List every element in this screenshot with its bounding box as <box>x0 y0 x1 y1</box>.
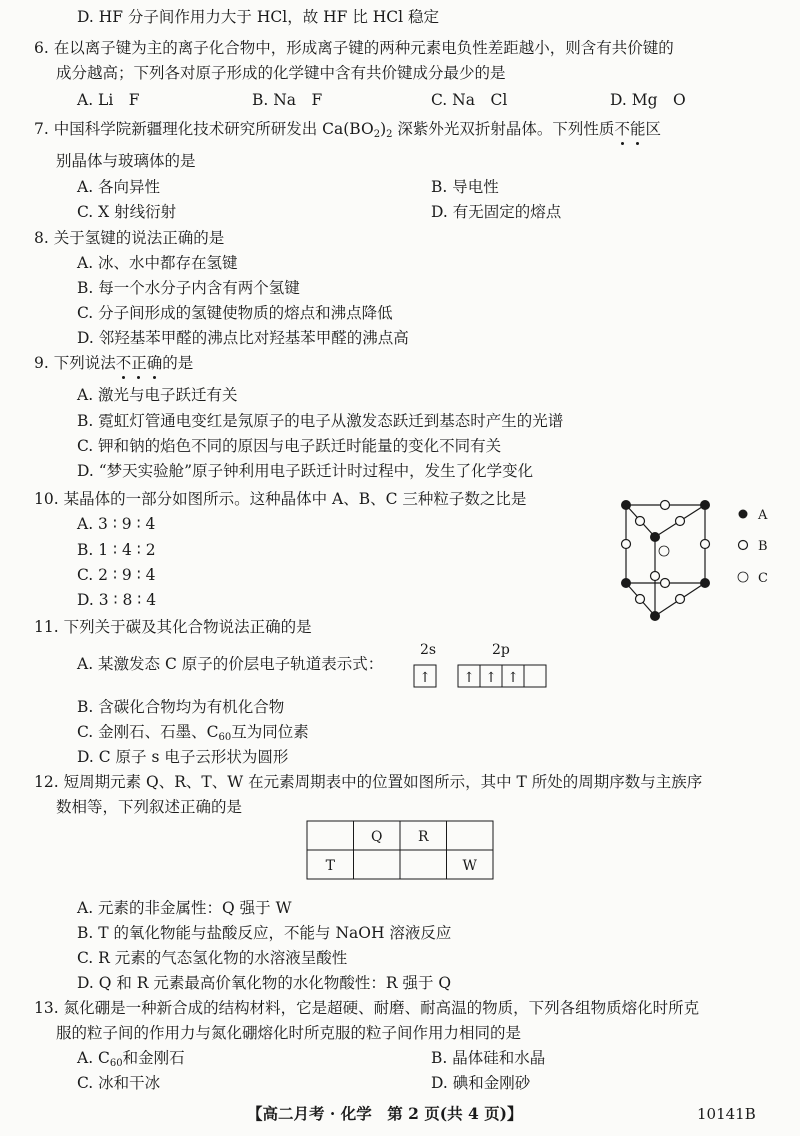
q7-option-b: B. 导电性 <box>431 178 499 196</box>
orbital-diagram <box>410 640 550 696</box>
q12-option-c: C. R 元素的气态氢化物的水溶液呈酸性 <box>77 949 348 967</box>
q6-stem-line2: 成分越高；下列各对原子形成的化学键中含有共价键成分最少的是 <box>56 64 506 82</box>
q11-option-a: A. 某激发态 C 原子的价层电子轨道表示式： <box>77 655 384 673</box>
emphasis-char: 确 <box>146 354 163 372</box>
q11-stem: 11. 下列关于碳及其化合物说法正确的是 <box>34 618 312 636</box>
q10-option-b: B. 1 ∶ 4 ∶ 2 <box>77 541 156 559</box>
arrow-up-icon: ↑ <box>507 670 519 686</box>
particle-c <box>659 546 669 556</box>
q6-stem-line1: 6. 在以离子键为主的离子化合物中，形成离子键的两种元素电负性差距越小，则含有共价键的 <box>34 39 674 57</box>
particle-b <box>676 595 685 604</box>
q12-stem-line1: 12. 短周期元素 Q、R、T、W 在元素周期表中的位置如图所示，其中 T 所处的周期序数与主族序 <box>34 773 703 791</box>
q10-stem: 10. 某晶体的一部分如图所示。这种晶体中 A、B、C 三种粒子数之比是 <box>34 490 527 508</box>
orbital-2s-label: 2s <box>420 642 437 658</box>
orbital-box <box>524 665 546 687</box>
particle-a <box>621 500 631 510</box>
q13-option-c: C. 冰和干冰 <box>77 1074 161 1092</box>
particle-a <box>650 611 660 621</box>
emphasis-char: 不 <box>115 354 132 372</box>
legend-marker-c <box>738 572 748 582</box>
legend-label-c: C <box>758 571 768 586</box>
q5-option-d: D. HF 分子间作用力大于 HCl，故 HF 比 HCl 稳定 <box>77 8 440 26</box>
q13-stem-line2: 服的粒子间的作用力与氮化硼熔化时所克服的粒子间作用力相同的是 <box>56 1024 522 1042</box>
q7-option-d: D. 有无固定的熔点 <box>431 203 562 221</box>
element-q-cell: Q <box>371 829 383 845</box>
particle-b <box>676 517 685 526</box>
q6-option-c: C. Na Cl <box>431 91 508 109</box>
q8-option-c: C. 分子间形成的氢键使物质的熔点和沸点降低 <box>77 304 393 322</box>
q6-option-b: B. Na F <box>252 91 323 109</box>
q12-stem-line2: 数相等，下列叙述正确的是 <box>56 798 243 816</box>
orbital-2p-label: 2p <box>492 642 510 658</box>
periodic-table-fragment <box>306 820 496 882</box>
particle-b <box>636 595 645 604</box>
q6-option-d: D. Mg O <box>610 91 686 109</box>
q6-option-a: A. Li F <box>77 91 140 109</box>
emphasis-char: 能 <box>629 120 646 138</box>
q9-option-c: C. 钾和钠的焰色不同的原因与电子跃迁时能量的变化不同有关 <box>77 437 502 455</box>
emphasis-char: 正 <box>131 354 147 372</box>
q12-option-d: D. Q 和 R 元素最高价氧化物的水化物酸性：R 强于 Q <box>77 974 452 992</box>
q11-option-d: D. C 原子 s 电子云形状为圆形 <box>77 748 289 766</box>
q9-stem: 9. 下列说法不正确的是 <box>34 354 194 372</box>
particle-b <box>636 517 645 526</box>
particle-a <box>700 500 710 510</box>
q7-stem-line2: 别晶体与玻璃体的是 <box>56 152 196 170</box>
q7-option-c: C. X 射线衍射 <box>77 203 177 221</box>
q8-option-a: A. 冰、水中都存在氢键 <box>77 254 238 272</box>
particle-b <box>622 540 631 549</box>
q11-option-b: B. 含碳化合物均为有机化合物 <box>77 698 285 716</box>
arrow-up-icon: ↑ <box>485 670 497 686</box>
q13-option-d: D. 碘和金刚砂 <box>431 1074 531 1092</box>
q13-option-a: A. $C_{60}$和金刚石 <box>77 1049 185 1069</box>
q12-option-a: A. 元素的非金属性：Q 强于 W <box>77 899 292 917</box>
q10-option-a: A. 3 ∶ 9 ∶ 4 <box>77 515 156 533</box>
particle-b <box>661 501 670 510</box>
q12-option-b: B. T 的氧化物能与盐酸反应，不能与 NaOH 溶液反应 <box>77 924 452 942</box>
particle-b <box>701 540 710 549</box>
legend-label-a: A <box>758 508 768 523</box>
q7-stem-line1: 7. 中国科学院新疆理化技术研究所研发出 $Ca(BO_2)_2$ 深紫外光双折射晶体。下列性质不能区 <box>34 120 661 140</box>
q8-stem: 8. 关于氢键的说法正确的是 <box>34 229 225 247</box>
q10-option-d: D. 3 ∶ 8 ∶ 4 <box>77 591 157 609</box>
element-r-cell: R <box>417 829 429 845</box>
q13-option-b: B. 晶体硅和水晶 <box>431 1049 546 1067</box>
particle-b <box>651 572 660 581</box>
q11-option-c: C. 金刚石、石墨、$C_{60}$互为同位素 <box>77 723 309 743</box>
element-t-cell: T <box>325 858 335 874</box>
particle-a <box>700 578 710 588</box>
q8-option-d: D. 邻羟基苯甲醛的沸点比对羟基苯甲醛的沸点高 <box>77 329 409 347</box>
arrow-up-icon: ↑ <box>463 670 475 686</box>
particle-b <box>661 579 670 588</box>
particle-a <box>650 532 660 542</box>
emphasis-char: 不 <box>614 120 630 138</box>
particle-a <box>621 578 631 588</box>
legend-marker-a <box>739 510 748 519</box>
element-w-cell: W <box>462 858 477 874</box>
legend-label-b: B <box>758 539 768 554</box>
page-footer-title: 【高二月考 · 化学 第 2 页(共 4 页)】 <box>247 1104 523 1123</box>
arrow-up-icon: ↑ <box>419 670 431 686</box>
q9-option-a: A. 激光与电子跃迁有关 <box>77 386 238 404</box>
q13-stem-line1: 13. 氮化硼是一种新合成的结构材料，它是超硬、耐磨、耐高温的物质，下列各组物质熔化时所克 <box>34 999 700 1017</box>
q10-option-c: C. 2 ∶ 9 ∶ 4 <box>77 566 156 584</box>
crystal-diagram <box>600 488 780 628</box>
q9-option-d: D. “梦天实验舱”原子钟利用电子跃迁计时过程中，发生了化学变化 <box>77 462 534 480</box>
q8-option-b: B. 每一个水分子内含有两个氢键 <box>77 279 300 297</box>
legend-marker-b <box>739 541 748 550</box>
q7-option-a: A. 各向异性 <box>77 178 161 196</box>
q9-option-b: B. 霓虹灯管通电变红是氖原子的电子从激发态跃迁到基态时产生的光谱 <box>77 412 564 430</box>
page-footer-code: 10141B <box>697 1105 756 1123</box>
